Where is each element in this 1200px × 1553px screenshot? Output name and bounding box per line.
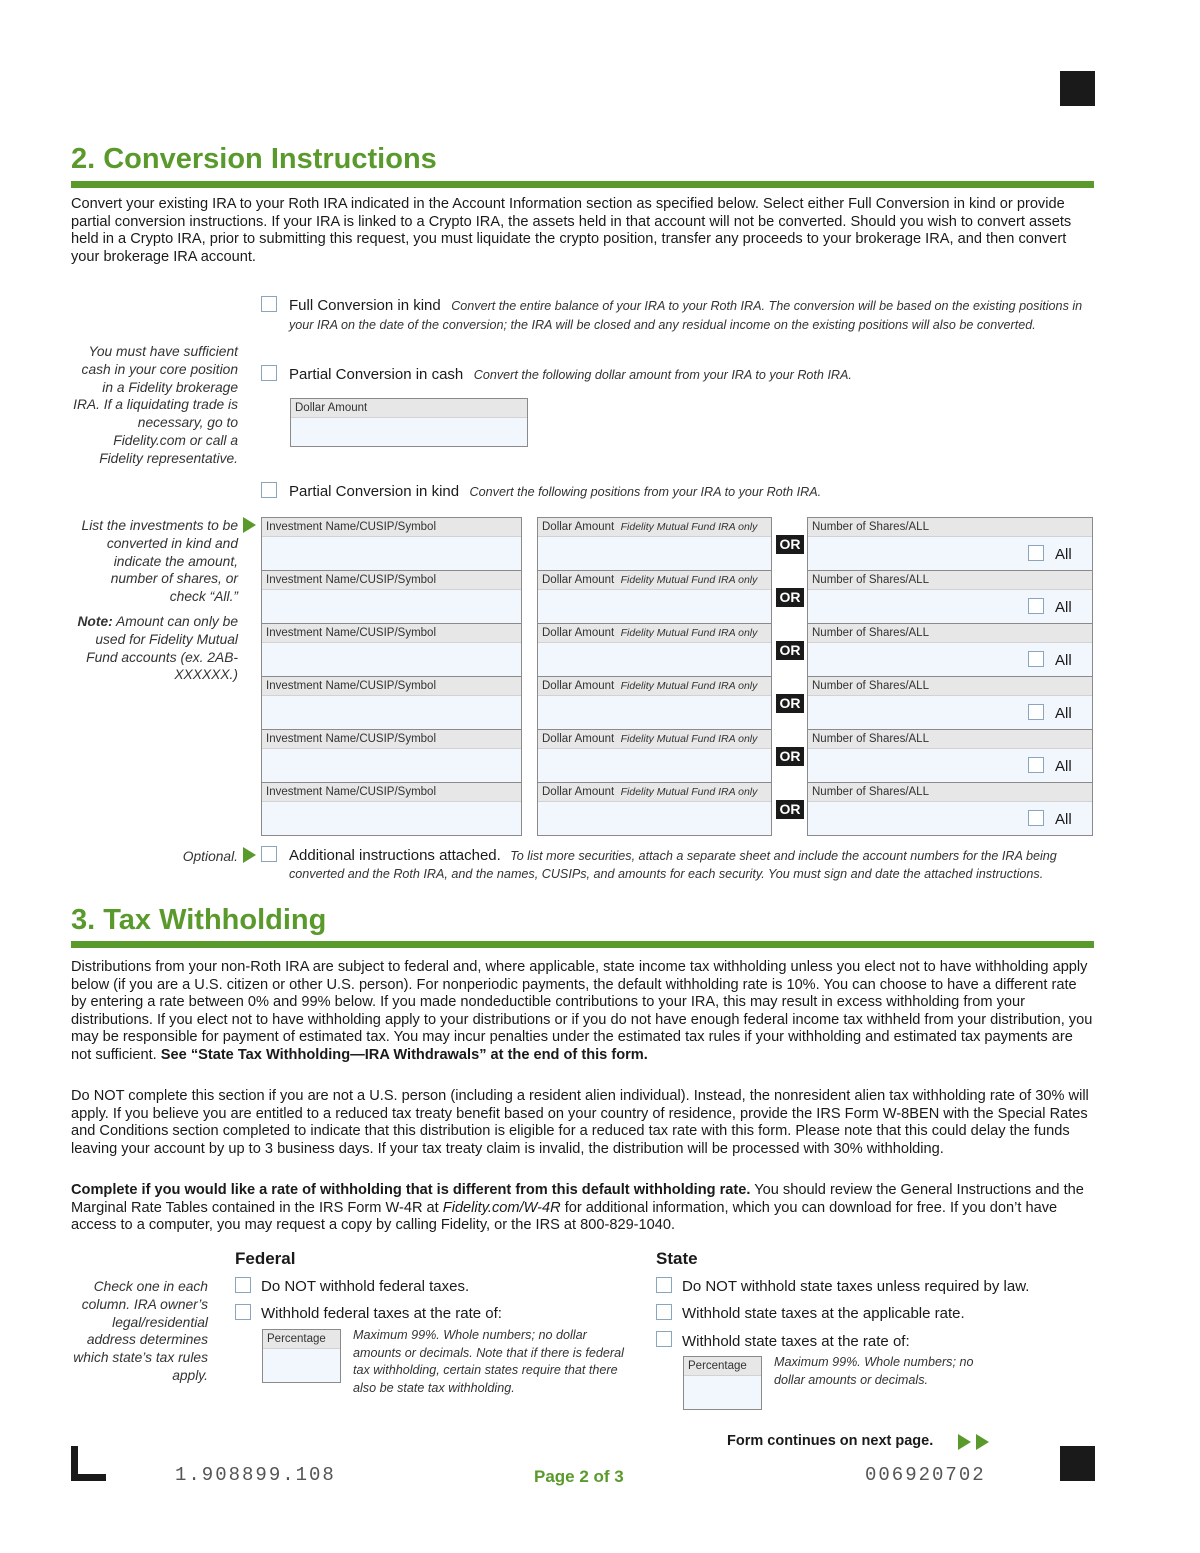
state-applicable-rate-label: Withhold state taxes at the applicable rate.: [682, 1305, 965, 1322]
federal-percentage-field[interactable]: [262, 1329, 341, 1383]
dollar-amount-row-note: Fidelity Mutual Fund IRA only: [620, 521, 758, 533]
dollar-amount-row-text: Dollar Amount: [542, 521, 615, 533]
tax-para-2: Do NOT complete this section if you are not a U.S. person (including a resident alien individual). Instead, the nonresident alien tax withholding rate of 30% will apply. If you believe you are entitled to a reduced tax treaty benefit based on your country of residence, provide the IRS Form W-8BEN with the Special Rates and Conditions section completed to indicate that this distribution is eligible for a reduced tax rate with this form. Please note that this could delay the funds leaving your account by up to 3 business days. If your tax treaty claim is invalid, the distribution will be processed with 30% withholding.: [71, 1088, 1089, 1157]
note-text: Amount can only be used for Fidelity Mutual Fund accounts (ex. 2AB-XXXXXX.): [86, 614, 238, 683]
full-conversion-checkbox[interactable]: [261, 296, 277, 312]
state-withhold-rate-checkbox[interactable]: [656, 1331, 672, 1347]
number-of-shares-label: Number of Shares/ALL: [808, 677, 1092, 696]
barcode-number: 006920702: [865, 1464, 986, 1486]
list-arrow-icon: [243, 517, 256, 533]
number-of-shares-field[interactable]: [807, 782, 1093, 836]
state-heading: State: [656, 1249, 698, 1268]
investment-name-label: Investment Name/CUSIP/Symbol: [262, 518, 521, 537]
dollar-amount-row-label: [538, 571, 771, 590]
tax-para-3-b: for additional information, which you can download for free. If you don’t have access to a computer, you may request a copy by calling Fidelity, or the IRS at 800-829-1040.: [71, 1199, 1058, 1234]
or-badge: OR: [776, 588, 804, 607]
partial-kind-label: Partial Conversion in kind: [289, 483, 460, 500]
partial-cash-label: Partial Conversion in cash: [289, 366, 464, 383]
dollar-amount-row-text: Dollar Amount: [542, 574, 615, 586]
form-continues: [727, 1433, 933, 1449]
full-conversion-label: Full Conversion in kind: [289, 297, 441, 314]
state-no-withhold-checkbox[interactable]: [656, 1277, 672, 1293]
optional-arrow-icon: [243, 847, 256, 863]
all-shares-label: All: [1055, 705, 1072, 722]
tax-para-3-a: You should review the General Instructions and the Marginal Rate Tables contained in the IRS Form W-4R at: [71, 1182, 1084, 1216]
additional-instructions-checkbox[interactable]: [261, 846, 277, 862]
state-note: Maximum 99%. Whole numbers; no dollar amounts or decimals.: [774, 1355, 974, 1387]
dollar-amount-row-note: Fidelity Mutual Fund IRA only: [620, 627, 758, 639]
tax-para-3: [71, 1182, 1096, 1235]
all-shares-checkbox[interactable]: [1028, 757, 1044, 773]
tax-para-1: [71, 959, 1096, 1065]
dollar-amount-label: Dollar Amount: [291, 399, 527, 418]
side-note-list: List the investments to be converted in kind and indicate the amount, number of shares, or check “All.”: [81, 518, 238, 605]
partial-kind-desc: Convert the following positions from your IRA to your Roth IRA.: [469, 485, 822, 499]
number-of-shares-label: Number of Shares/ALL: [808, 571, 1092, 590]
number-of-shares-field[interactable]: [807, 517, 1093, 571]
all-shares-checkbox[interactable]: [1028, 545, 1044, 561]
additional-label: Additional instructions attached.: [289, 847, 501, 864]
federal-no-withhold-checkbox[interactable]: [235, 1277, 251, 1293]
all-shares-checkbox[interactable]: [1028, 598, 1044, 614]
state-applicable-rate-checkbox[interactable]: [656, 1304, 672, 1320]
number-of-shares-label: Number of Shares/ALL: [808, 730, 1092, 749]
all-shares-label: All: [1055, 811, 1072, 828]
federal-note: Maximum 99%. Whole numbers; no dollar amounts or decimals. Note that if there is federal tax withholding, certain states require that there also be state tax withholding.: [353, 1328, 624, 1395]
number-of-shares-field[interactable]: [807, 570, 1093, 624]
dollar-amount-row-label: [538, 783, 771, 802]
number-of-shares-label: Number of Shares/ALL: [808, 624, 1092, 643]
investment-name-label: Investment Name/CUSIP/Symbol: [262, 624, 521, 643]
dollar-amount-row-field[interactable]: [537, 676, 772, 730]
section-3-rule: [71, 941, 1094, 948]
number-of-shares-field[interactable]: [807, 676, 1093, 730]
dollar-amount-row-note: Fidelity Mutual Fund IRA only: [620, 680, 758, 692]
or-badge: OR: [776, 694, 804, 713]
number-of-shares-label: Number of Shares/ALL: [808, 783, 1092, 802]
or-badge: OR: [776, 641, 804, 660]
registration-mark-top-right: [1060, 71, 1095, 106]
federal-withhold-rate-checkbox[interactable]: [235, 1304, 251, 1320]
all-shares-label: All: [1055, 599, 1072, 616]
dollar-amount-row-field[interactable]: [537, 782, 772, 836]
or-badge: OR: [776, 800, 804, 819]
investment-name-field[interactable]: [261, 676, 522, 730]
investment-name-label: Investment Name/CUSIP/Symbol: [262, 783, 521, 802]
section-2-title: 2. Conversion Instructions: [71, 143, 437, 175]
form-number: 1.908899.108: [175, 1464, 336, 1486]
federal-percentage-label: Percentage: [263, 1330, 340, 1349]
partial-kind-checkbox[interactable]: [261, 482, 277, 498]
tax-para-1-text: Distributions from your non-Roth IRA are subject to federal and, where applicable, state income tax withholding unless you elect not to have withholding apply below (if you are a U.S. citizen or other U.S. person). For nonperiodic payments, the default withholding rate is 10%. You can choose to have a different rate by entering a rate between 0% and 99% below. If you made nondeductible contributions to your IRA, this may result in excess withholding from your distributions. If you elect not to have withholding apply to your distributions or if you do not have enough federal income tax withheld from your distribution, you may be responsible for payment of estimated tax. You may incur penalties under the estimated tax rules if your withholding and estimated tax payments are not sufficient.: [71, 959, 1093, 1063]
number-of-shares-field[interactable]: [807, 623, 1093, 677]
section-2-intro: Convert your existing IRA to your Roth IRA indicated in the Account Information section as specified below. Select either Full Conversion in kind or provide partial conversion instructions. If your IRA is linked to a Crypto IRA, the assets held in that account will not be converted. Should you wish to convert assets held in a Crypto IRA, prior to submitting this request, you must liquidate the crypto position, transfer any proceeds to your brokerage IRA, and then convert your brokerage IRA account.: [71, 196, 1072, 265]
partial-kind-option: [289, 483, 1089, 501]
federal-heading: Federal: [235, 1249, 296, 1268]
dollar-amount-row-note: Fidelity Mutual Fund IRA only: [620, 733, 758, 745]
investment-name-field[interactable]: [261, 729, 522, 783]
dollar-amount-row-field[interactable]: [537, 729, 772, 783]
partial-cash-option: [289, 366, 1089, 384]
additional-instructions-option: [289, 847, 1099, 883]
side-note-cash: You must have sufficient cash in your core position in a Fidelity brokerage IRA. If a liquidating trade is necessary, go to Fidelity.com or call a Fidelity representative.: [73, 344, 238, 466]
investment-name-label: Investment Name/CUSIP/Symbol: [262, 571, 521, 590]
all-shares-label: All: [1055, 546, 1072, 563]
dollar-amount-row-text: Dollar Amount: [542, 786, 615, 798]
dollar-amount-row-label: [538, 624, 771, 643]
all-shares-checkbox[interactable]: [1028, 810, 1044, 826]
section-2-rule: [71, 181, 1094, 188]
partial-cash-desc: Convert the following dollar amount from your IRA to your Roth IRA.: [473, 368, 852, 382]
investment-name-label: Investment Name/CUSIP/Symbol: [262, 677, 521, 696]
dollar-amount-row-text: Dollar Amount: [542, 680, 615, 692]
side-note-amount: [72, 613, 238, 684]
tax-para-1-bold: See “State Tax Withholding—IRA Withdrawals” at the end of this form.: [160, 1046, 648, 1063]
full-conversion-desc: Convert the entire balance of your IRA to your Roth IRA. The conversion will be based on the existing positions in your IRA on the date of the conversion; the IRA will be closed and any residual income on the existing positions will also be converted.: [289, 299, 1083, 332]
state-no-withhold-label: Do NOT withhold state taxes unless required by law.: [682, 1278, 1030, 1295]
or-badge: OR: [776, 535, 804, 554]
dollar-amount-row-note: Fidelity Mutual Fund IRA only: [620, 574, 758, 586]
continue-arrow-icon-1: [958, 1434, 971, 1450]
dollar-amount-row-text: Dollar Amount: [542, 733, 615, 745]
dollar-amount-row-field[interactable]: [537, 570, 772, 624]
all-shares-label: All: [1055, 758, 1072, 775]
investment-name-field[interactable]: [261, 570, 522, 624]
dollar-amount-row-note: Fidelity Mutual Fund IRA only: [620, 786, 758, 798]
state-percentage-label: Percentage: [684, 1357, 761, 1376]
all-shares-checkbox[interactable]: [1028, 651, 1044, 667]
investment-name-field[interactable]: [261, 517, 522, 571]
continue-arrow-icon-2: [976, 1434, 989, 1450]
full-conversion-option: [289, 296, 1089, 334]
all-shares-label: All: [1055, 652, 1072, 669]
tax-side-note: Check one in each column. IRA owner’s legal/residential address determines which state’s tax rules apply.: [73, 1279, 208, 1383]
federal-withhold-rate-label: Withhold federal taxes at the rate of:: [261, 1305, 502, 1322]
state-percentage-field[interactable]: [683, 1356, 762, 1410]
all-shares-checkbox[interactable]: [1028, 704, 1044, 720]
dollar-amount-row-field[interactable]: [537, 517, 772, 571]
dollar-amount-field[interactable]: [290, 398, 528, 447]
partial-cash-checkbox[interactable]: [261, 365, 277, 381]
dollar-amount-row-text: Dollar Amount: [542, 627, 615, 639]
dollar-amount-row-label: [538, 677, 771, 696]
dollar-amount-row-label: [538, 518, 771, 537]
additional-desc: To list more securities, attach a separate sheet and include the account numbers for the IRA being converted and the Roth IRA, and the names, CUSIPs, and amounts for each security. You must sign and date the attached instructions.: [289, 849, 1057, 881]
state-withhold-rate-label: Withhold state taxes at the rate of:: [682, 1333, 910, 1350]
note-label: Note:: [77, 614, 113, 629]
form-continues-text: Form continues on next page.: [727, 1433, 934, 1449]
investment-name-field[interactable]: [261, 782, 522, 836]
tax-para-3-bold: Complete if you would like a rate of withholding that is different from this default withholding rate.: [71, 1182, 751, 1198]
investment-name-label: Investment Name/CUSIP/Symbol: [262, 730, 521, 749]
investment-name-field[interactable]: [261, 623, 522, 677]
w4r-link[interactable]: Fidelity.com/W-4R: [442, 1199, 561, 1216]
number-of-shares-label: Number of Shares/ALL: [808, 518, 1092, 537]
dollar-amount-row-field[interactable]: [537, 623, 772, 677]
page-number: Page 2 of 3: [534, 1467, 624, 1486]
crop-mark-bottom-left-foot: [71, 1474, 106, 1481]
or-badge: OR: [776, 747, 804, 766]
number-of-shares-field[interactable]: [807, 729, 1093, 783]
section-3-title: 3. Tax Withholding: [71, 904, 327, 936]
federal-no-withhold-label: Do NOT withhold federal taxes.: [261, 1278, 470, 1295]
registration-mark-bottom-right: [1060, 1446, 1095, 1481]
dollar-amount-row-label: [538, 730, 771, 749]
optional-label: Optional.: [182, 849, 238, 864]
